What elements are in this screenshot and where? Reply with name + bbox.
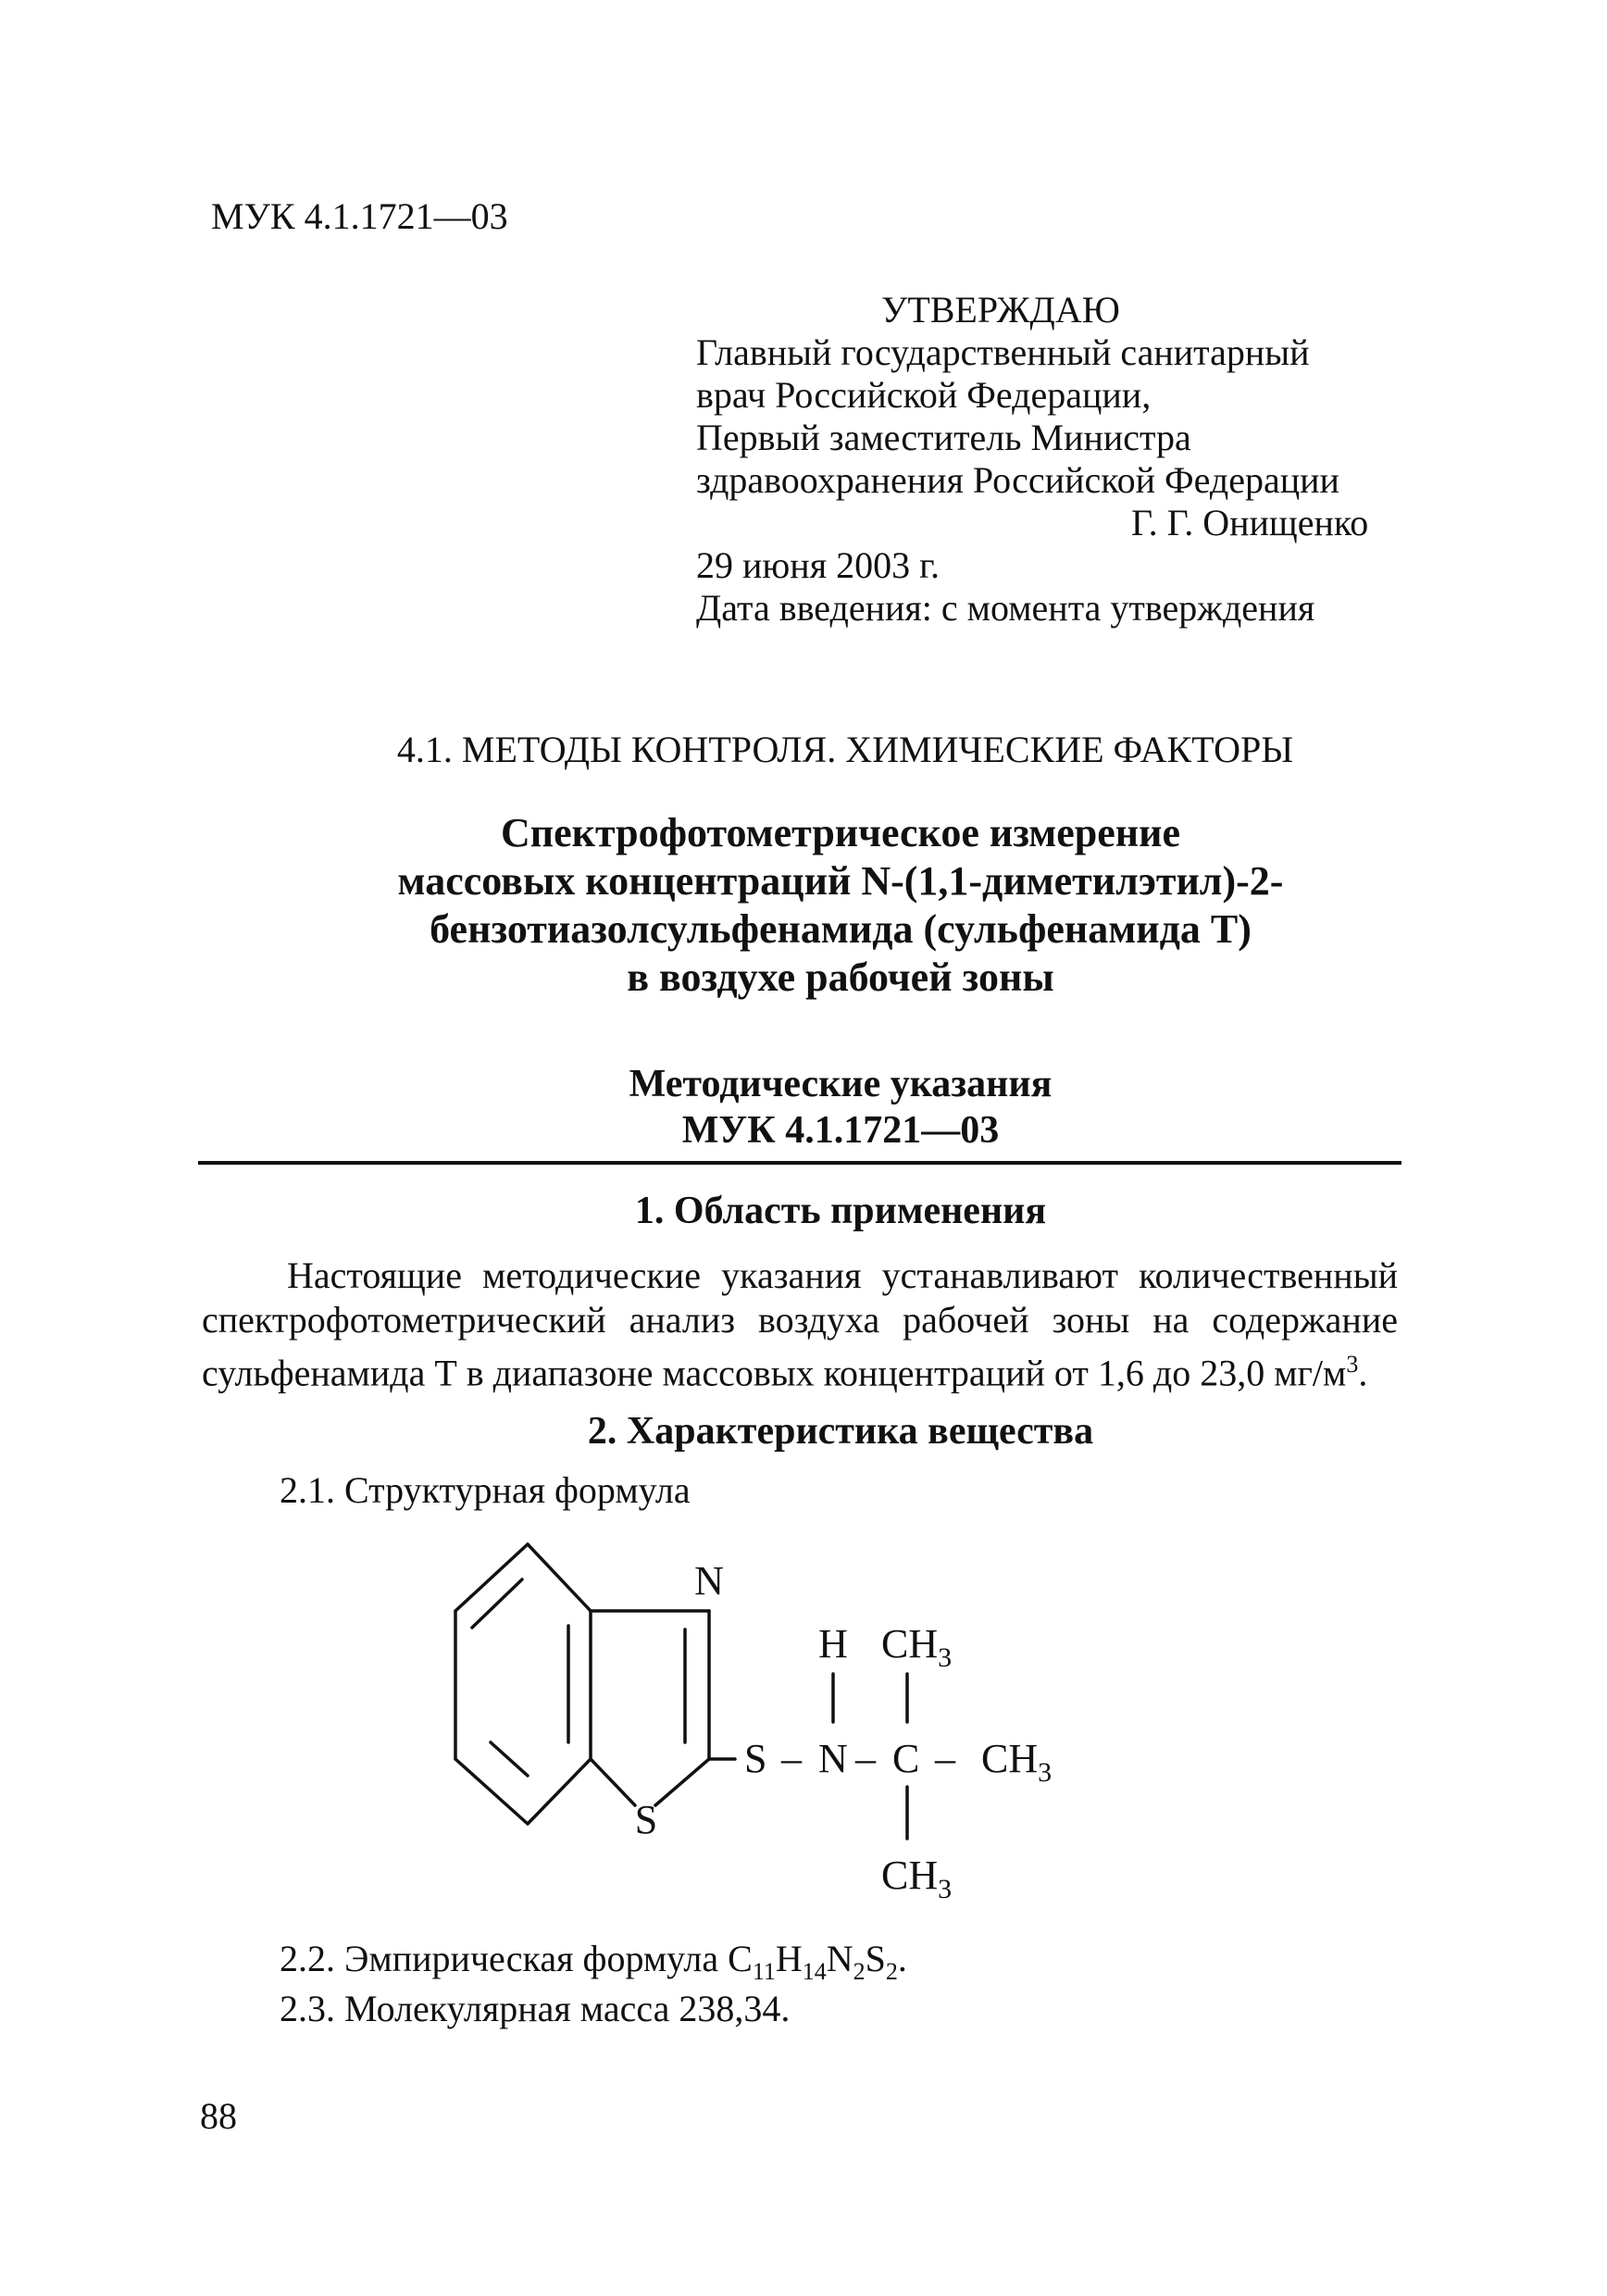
chain-sulfur-label: S bbox=[744, 1736, 767, 1781]
approval-effective-date: Дата введения: с момента утверждения bbox=[696, 587, 1315, 629]
section-heading-scope: 1. Область применения bbox=[634, 1190, 1047, 1232]
title-line: в воздухе рабочей зоны bbox=[627, 955, 1054, 1000]
approval-date: 29 июня 2003 г. bbox=[696, 544, 940, 586]
section-heading-substance: 2. Характеристика вещества bbox=[587, 1410, 1094, 1453]
approval-signer: Г. Г. Онищенко bbox=[1131, 502, 1369, 543]
empirical-formula: 2.2. Эмпирическая формула $C_{11}H_{14}N_2S_2$. bbox=[280, 1938, 907, 1985]
structural-formula bbox=[407, 1537, 1129, 1926]
horizontal-rule bbox=[198, 1161, 1401, 1165]
approval-block bbox=[696, 289, 1368, 630]
section-header: 4.1. МЕТОДЫ КОНТРОЛЯ. ХИМИЧЕСКИЕ ФАКТОРЫ bbox=[396, 729, 1294, 770]
chain-dash: – bbox=[855, 1736, 876, 1781]
approval-line: врач Российской Федерации, bbox=[696, 374, 1152, 416]
subtitle-line: Методические указания bbox=[629, 1063, 1053, 1105]
chain-nitrogen-label: N bbox=[818, 1736, 848, 1781]
structural-formula-label: 2.1. Структурная формула bbox=[280, 1469, 691, 1511]
scope-paragraph: Настоящие методические указания устанавливают количественный спектрофотометрический анализ воздуха рабочей зоны на содержание сульфенамида Т в диапазоне массовых концентраций от 1,6 до 23,0 $мг/м^3$. bbox=[202, 1254, 1398, 1394]
page-number: 88 bbox=[200, 2095, 237, 2137]
subtitle-code: МУК 4.1.1721—03 bbox=[681, 1109, 1000, 1152]
chain-carbon-label: C bbox=[892, 1736, 920, 1781]
methyl-right-label: $CH_3$ bbox=[981, 1736, 1053, 1788]
document-code: МУК 4.1.1721—03 bbox=[211, 195, 508, 237]
chain-dash: – bbox=[781, 1736, 802, 1781]
title-line: массовых концентраций N-(1,1-диметилэтил)-2- bbox=[397, 858, 1284, 904]
methyl-bottom-label: $CH_3$ bbox=[881, 1853, 953, 1904]
title-line: Спектрофотометрическое измерение bbox=[500, 810, 1180, 855]
document-title bbox=[0, 809, 1607, 1002]
document-subtitle bbox=[0, 1061, 1607, 1154]
title-line: бензотиазолсульфенамида (сульфенамида Т) bbox=[430, 906, 1252, 952]
approval-title: УТВЕРЖДАЮ bbox=[881, 289, 1120, 331]
approval-line: Первый заместитель Министра bbox=[696, 417, 1191, 458]
molecular-mass: 2.3. Молекулярная масса 238,34. bbox=[280, 1988, 791, 2029]
approval-line: Главный государственный санитарный bbox=[696, 331, 1310, 373]
ring-sulfur-label: S bbox=[634, 1797, 658, 1842]
methyl-top-label: $CH_3$ bbox=[881, 1621, 953, 1673]
chain-dash: – bbox=[935, 1736, 955, 1781]
ring-nitrogen-label: N bbox=[694, 1558, 724, 1603]
amine-hydrogen-label: H bbox=[818, 1621, 848, 1666]
approval-line: здравоохранения Российской Федерации bbox=[696, 459, 1339, 501]
